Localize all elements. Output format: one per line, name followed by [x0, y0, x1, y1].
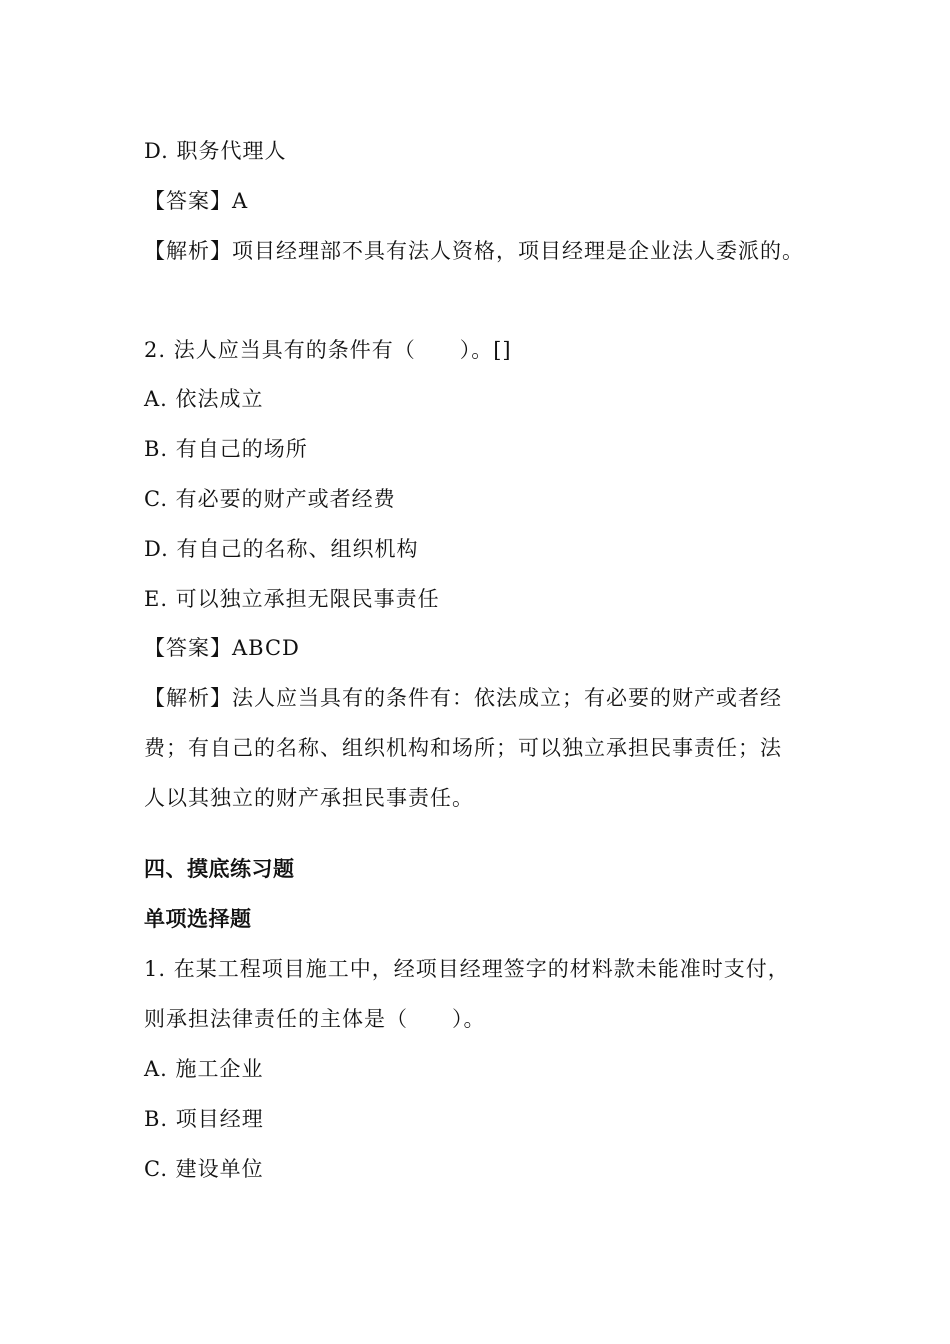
- question-2-answer: 【答案】ABCD: [144, 636, 300, 660]
- question-2-option-d: D. 有自己的名称、组织机构: [144, 537, 419, 561]
- question-2-option-a: A. 依法成立: [144, 387, 264, 411]
- section-title: 四、摸底练习题: [144, 857, 295, 881]
- prev-question-answer: 【答案】A: [144, 189, 249, 213]
- question-2-stem: 2. 法人应当具有的条件有（ ）。[]: [144, 338, 512, 362]
- question-1-option-a: A. 施工企业: [144, 1057, 264, 1081]
- question-1-option-c: C. 建设单位: [144, 1157, 264, 1181]
- question-1-option-b: B. 项目经理: [144, 1107, 264, 1131]
- question-2-option-c: C. 有必要的财产或者经费: [144, 487, 396, 511]
- prev-question-analysis: 【解析】项目经理部不具有法人资格，项目经理是企业法人委派的。: [144, 239, 804, 263]
- question-2-analysis-line-3: 人以其独立的财产承担民事责任。: [144, 786, 474, 810]
- prev-question-option-d: D. 职务代理人: [144, 139, 287, 163]
- question-2-option-b: B. 有自己的场所: [144, 437, 308, 461]
- question-2-option-e: E. 可以独立承担无限民事责任: [144, 587, 440, 611]
- question-1-stem-line-2: 则承担法律责任的主体是（ ）。: [144, 1007, 486, 1031]
- question-2-analysis-line-2: 费；有自己的名称、组织机构和场所；可以独立承担民事责任；法: [144, 736, 782, 760]
- question-2-analysis-line-1: 【解析】法人应当具有的条件有：依法成立；有必要的财产或者经: [144, 686, 782, 710]
- section-subtitle: 单项选择题: [144, 907, 252, 931]
- question-1-stem-line-1: 1. 在某工程项目施工中，经项目经理签字的材料款未能准时支付，: [144, 957, 790, 981]
